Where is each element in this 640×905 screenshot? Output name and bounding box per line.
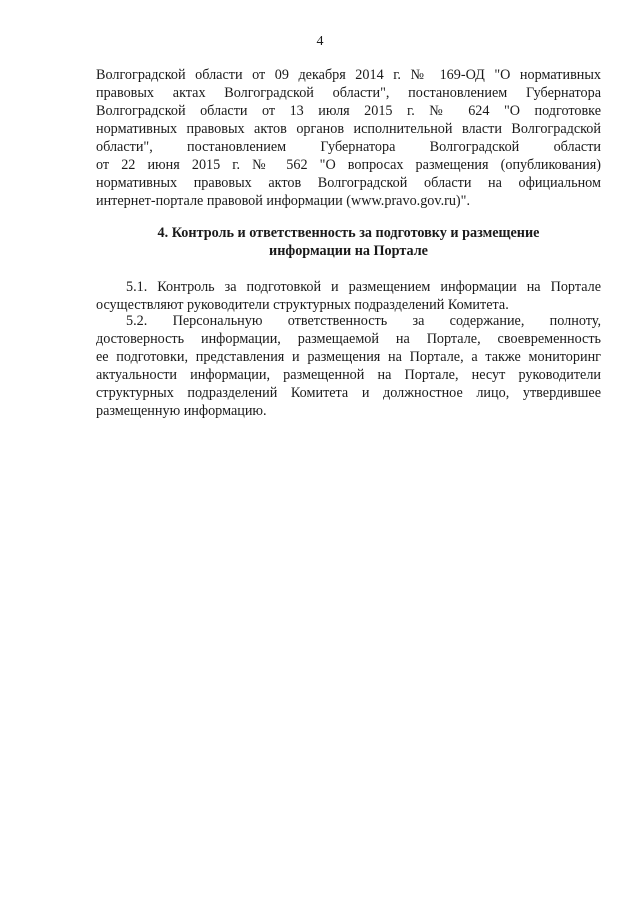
section-heading bbox=[96, 224, 601, 260]
paragraph-5-2 bbox=[96, 312, 601, 420]
paragraph-5-1 bbox=[96, 278, 601, 314]
text-line: нормативных правовых актов органов исполнительной власти Волгоградской bbox=[96, 121, 601, 137]
text-line: актуальности информации, размещенной на Портале, несут руководители bbox=[96, 367, 601, 383]
text-line: осуществляют руководители структурных подразделений Комитета. bbox=[96, 297, 509, 313]
text-line: достоверность информации, размещаемой на Портале, своевременность bbox=[96, 331, 601, 347]
text-line: правовых актах Волгоградской области", постановлением Губернатора bbox=[96, 85, 601, 101]
text-line: области", постановлением Губернатора Волгоградской области bbox=[96, 139, 601, 155]
text-line: ее подготовки, представления и размещения на Портале, а также мониторинг bbox=[96, 349, 601, 365]
text-line: размещенную информацию. bbox=[96, 403, 267, 419]
text-line: Волгоградской области от 13 июля 2015 г. № 624 "О подготовке bbox=[96, 103, 601, 119]
heading-line: 4. Контроль и ответственность за подготовку и размещение bbox=[157, 225, 540, 241]
paragraph-legal-references bbox=[96, 66, 601, 210]
text-line: от 22 июня 2015 г. № 562 "О вопросах размещения (опубликования) bbox=[96, 157, 601, 173]
text-line: Волгоградской области от 09 декабря 2014 г. № 169-ОД "О нормативных bbox=[96, 67, 601, 83]
text-line: 5.2. Персональную ответственность за содержание, полноту, bbox=[126, 313, 601, 329]
heading-line: информации на Портале bbox=[269, 243, 428, 259]
text-line: 5.1. Контроль за подготовкой и размещением информации на Портале bbox=[126, 279, 601, 295]
page-number: 4 bbox=[316, 34, 324, 49]
text-line: нормативных правовых актов Волгоградской области на официальном bbox=[96, 175, 601, 191]
text-line: структурных подразделений Комитета и должностное лицо, утвердившее bbox=[96, 385, 601, 401]
text-line: интернет-портале правовой информации (www.pravo.gov.ru)". bbox=[96, 193, 470, 209]
